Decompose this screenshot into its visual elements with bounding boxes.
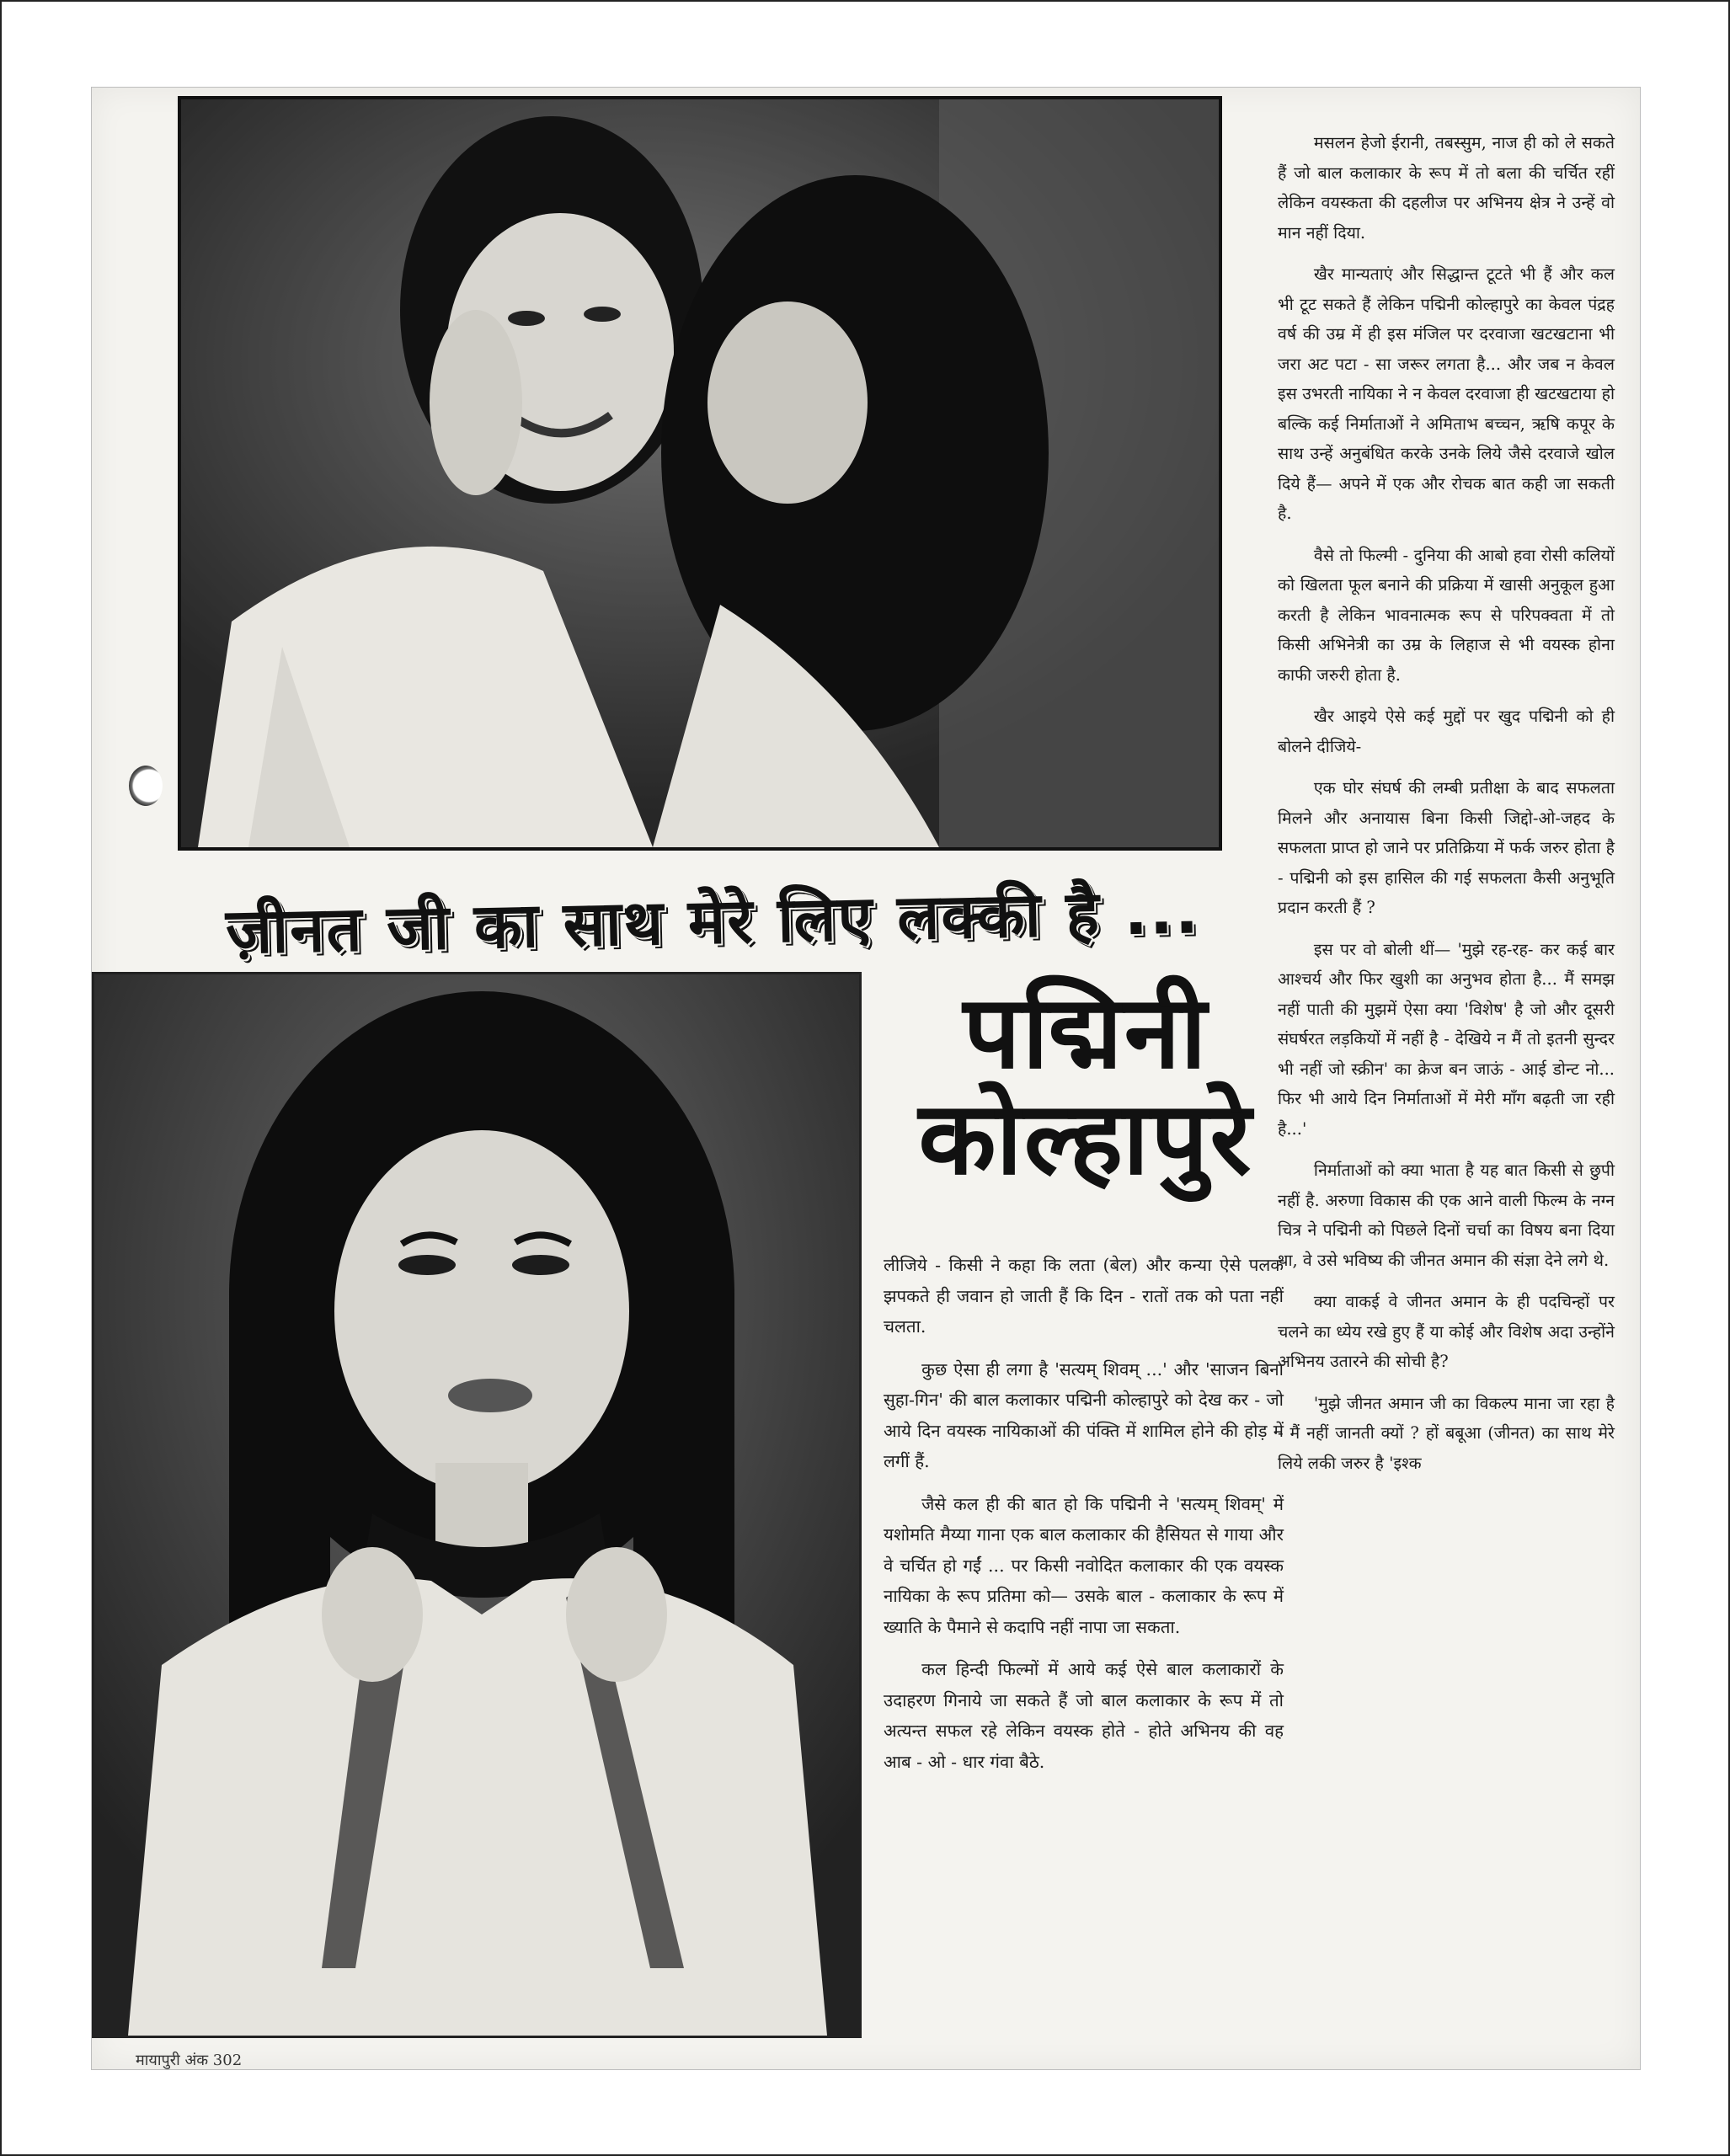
middle-paragraph-1: लीजिये - किसी ने कहा कि लता (बेल) और कन्या ऐसे पलक झपकते ही जवान हो जाती हैं कि दिन - रातों तक को पता नहीं चलता. — [884, 1255, 1284, 1337]
right-paragraph-3: वैसे तो फिल्मी - दुनिया की आबो हवा रोसी कलियों को खिलता फूल बनाने की प्रक्रिया में खासी अनुकूल हुआ करती है लेकिन भावनात्मक रूप से परिपक्वता में तो किसी अभिनेत्री का उम्र के लिहाज से भी वयस्क होना काफी जरुरी होता है. — [1278, 545, 1615, 685]
middle-paragraph-3: जैसे कल ही की बात हो कि पद्मिनी ने 'सत्यम् शिवम्' में यशोमति मैय्या गाना एक बाल कलाकार की हैसियत से गाया और वे चर्चित हो गईं ... पर किसी नवोदित कलाकार की एक वयस्क नायिका के रूप प्रतिमा को— उसके बाल - कलाकार के रूप में ख्याति के पैमाने से कदापि नहीं नापा जा सकता. — [884, 1493, 1284, 1637]
magazine-page — [91, 87, 1641, 2070]
right-paragraph-1: मसलन हेजो ईरानी, तबस्सुम, नाज ही को ले सकते हैं जो बाल कलाकार के रूप में तो बला की चर्चित रहीं लेकिन वयस्कता की दहलीज पर अभिनय क्षेत्र ने उन्हें वो मान नहीं दिया. — [1278, 133, 1615, 243]
article-title — [850, 974, 1322, 1198]
title-first-name: पद्मिनी — [963, 974, 1209, 1091]
middle-paragraph-2: कुछ ऐसा ही लगा है 'सत्यम् शिवम् ...' और 'साजन बिना सुहा-गिन' की बाल कलाकार पद्मिनी कोल्हापुरे को देख कर - जो आये दिन वयस्क नायिकाओं की पंक्ति में शामिल होने की होड़ में लगीं हैं. — [884, 1358, 1284, 1471]
right-paragraph-8: क्या वाकई वे जीनत अमान के ही पदचिन्हों पर चलने का ध्येय रखे हुए हैं या कोई और विशेष अदा उन्होंने अभिनय उतारने की सोची है? — [1278, 1292, 1615, 1371]
right-paragraph-6: इस पर वो बोली थीं— 'मुझे रह-रह- कर कई बार आश्चर्य और फिर खुशी का अनुभव होता है... मैं समझ नहीं पाती की मुझमें ऐसा क्या 'विशेष' है जो और दूसरी संघर्षरत लड़कियों में नहीं है - देखिये न मैं तो इतनी सुन्दर भी नहीं जो स्क्रीन' का क्रेज बन जाऊं - आई डोन्ट नो... फिर भी आये दिन निर्माताओं में मेरी माँग बढ़ती जा रही है...' — [1278, 939, 1615, 1139]
bottom-photo — [92, 972, 862, 2038]
binder-hole-upper — [129, 766, 163, 806]
right-paragraph-2: खैर मान्यताएं और सिद्धान्त टूटते भी हैं और कल भी टूट सकते हैं लेकिन पद्मिनी कोल्हापुरे का केवल पंद्रह वर्ष की उम्र में ही इस मंजिल पर दरवाजा खटखटाना भी जरा अट पटा - सा जरूर लगता है... और जब न केवल इस उभरती नायिका ने न केवल दरवाजा ही खटखटाया हो बल्कि कई निर्माताओं ने अमिताभ बच्चन, ऋषि कपूर के साथ उन्हें अनुबंधित करके उनके लिये जैसे दरवाजे खोल दिये हैं— अपने में एक और रोचक बात कही जा सकती है. — [1278, 264, 1615, 523]
right-paragraph-7: निर्माताओं को क्या भाता है यह बात किसी से छुपी नहीं है. अरुणा विकास की एक आने वाली फिल्म के नग्न चित्र ने पद्मिनी को पिछले दिनों चर्चा का विषय बना दिया था, वे उसे भविष्य की जीनत अमान की संज्ञा देने लगे थे. — [1278, 1161, 1615, 1270]
middle-paragraph-4: कल हिन्दी फिल्मों में आये कई ऐसे बाल कलाकारों के उदाहरण गिनाये जा सकते हैं जो बाल कलाकार के रूप में तो अत्यन्त सफल रहे लेकिन वयस्क होते - होते अभिनय की वह आब - ओ - धार गंवा बैठे. — [884, 1659, 1284, 1772]
right-text-column — [1278, 128, 1615, 1490]
right-paragraph-4: खैर आइये ऐसे कई मुद्दों पर खुद पद्मिनी को ही बोलने दीजिये- — [1278, 707, 1615, 756]
top-photo — [178, 96, 1222, 851]
headline-quote-shadow: ज़ीनत जी का साथ मेरे लिए लक्की है ... — [225, 875, 1201, 969]
middle-text-column — [884, 1250, 1284, 1789]
page-footer: मायापुरी अंक 302 — [136, 2052, 243, 2069]
right-paragraph-9: 'मुझे जीनत अमान जी का विकल्प माना जा रहा है - मैं नहीं जानती क्यों ? हों बबूआ (जीनत) का साथ मेरे लिये लकी जरुर है 'इश्क — [1278, 1393, 1615, 1473]
title-last-name: कोल्हापुरे — [918, 1081, 1253, 1198]
right-paragraph-5: एक घोर संघर्ष की लम्बी प्रतीक्षा के बाद सफलता मिलने और अनायास बिना किसी जिद्दो-ओ-जहद के सफलता प्राप्त हो जाने पर प्रतिक्रिया में फर्क जरुर होता है - पद्मिनी को इस हासिल की गई सफलता कैसी अनुभूति प्रदान करती हैं ? — [1278, 778, 1615, 917]
